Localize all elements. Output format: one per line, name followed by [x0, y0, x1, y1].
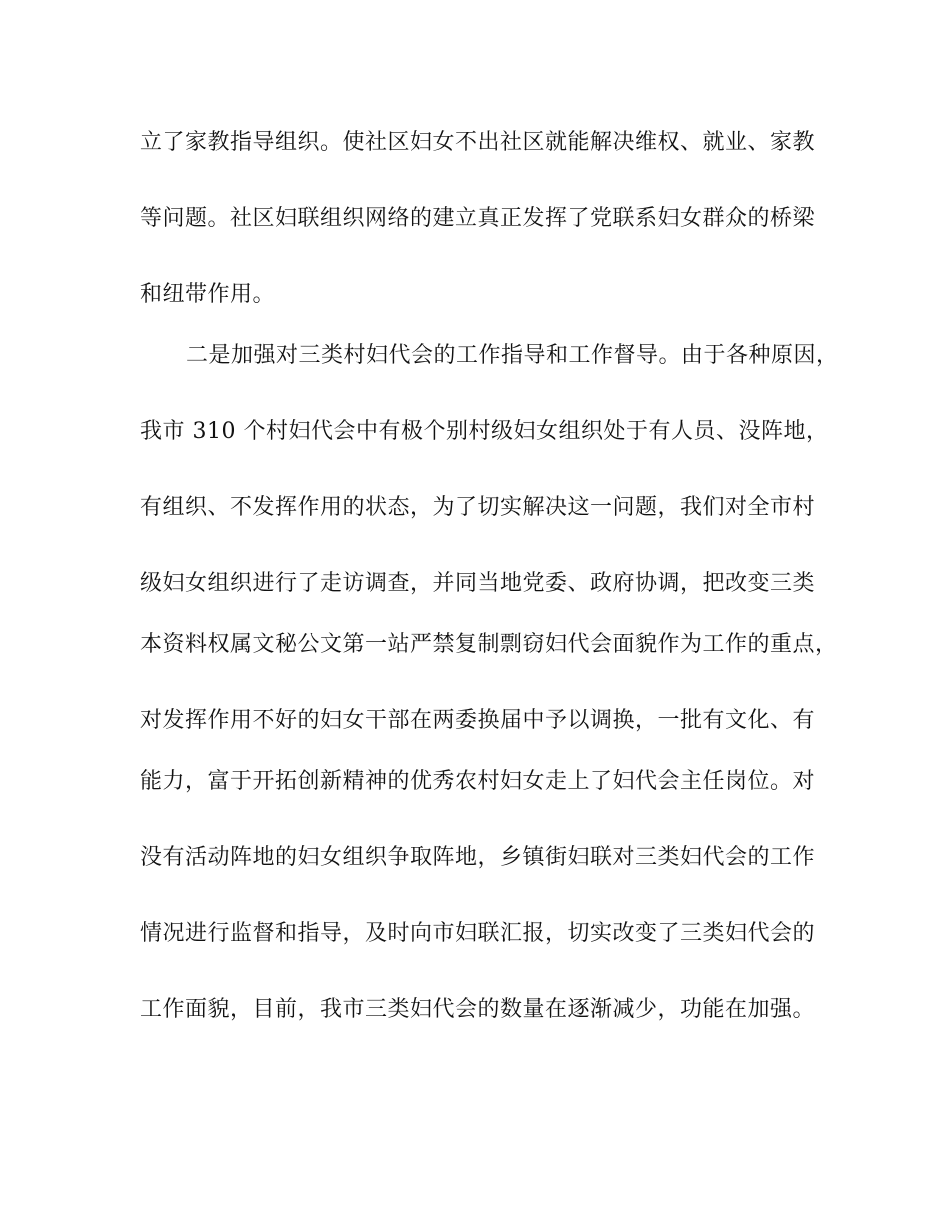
paragraph-1-line-1: 立了家教指导组织。使社区妇女不出社区就能解决维权、就业、家教: [140, 130, 816, 155]
paragraph-1-line-2: 等问题。社区妇联组织网络的建立真正发挥了党联系妇女群众的桥梁: [140, 206, 816, 231]
paragraph-2-line-10: 工作面貌，目前，我市三类妇代会的数量在逐渐减少，功能在加强。: [140, 997, 816, 1022]
paragraph-1-line-3: 和纽带作用。: [140, 282, 276, 307]
paragraph-2-line-2: 我市 310 个村妇代会中有极个别村级妇女组织处于有人员、没阵地，: [140, 419, 829, 444]
paragraph-2-line-3: 有组织、不发挥作用的状态，为了切实解决这一问题，我们对全市村: [140, 495, 816, 520]
paragraph-2-line-9: 情况进行监督和指导，及时向市妇联汇报，切实改变了三类妇代会的: [140, 921, 816, 946]
paragraph-2-line-5: 本资料权属文秘公文第一站严禁复制剽窃妇代会面貌作为工作的重点，: [140, 632, 838, 657]
paragraph-2-line-4: 级妇女组织进行了走访调查，并同当地党委、政府协调，把改变三类: [140, 571, 816, 596]
paragraph-2-line-7: 能力，富于开拓创新精神的优秀农村妇女走上了妇代会主任岗位。对: [140, 769, 816, 794]
paragraph-2-line-1: 二是加强对三类村妇代会的工作指导和工作督导。由于各种原因，: [186, 343, 839, 368]
paragraph-2-line-6: 对发挥作用不好的妇女干部在两委换届中予以调换，一批有文化、有: [140, 708, 816, 733]
paragraph-2-line-8: 没有活动阵地的妇女组织争取阵地，乡镇街妇联对三类妇代会的工作: [140, 845, 816, 870]
